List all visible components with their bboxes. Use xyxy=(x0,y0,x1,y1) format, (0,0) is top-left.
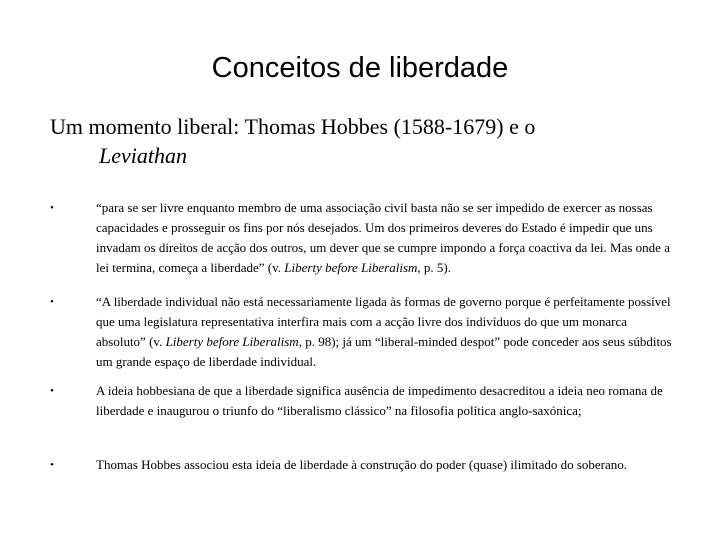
bullet-book-title: Liberty before Liberalism xyxy=(165,334,299,349)
subtitle-line-2 xyxy=(50,141,690,170)
bullet-text-part: , p. 98); já um “liberal-minded despot” pode conceder aos seus súbditos um grande espaço de liberdade individual. xyxy=(96,334,672,369)
bullet-book-title: Liberty before Liberalism xyxy=(284,260,418,275)
slide-subtitle xyxy=(50,112,690,170)
bullet-text-part: “A liberdade individual não está necessariamente ligada às formas de governo porque é perfeitamente possível que uma legislatura representativa interfira mais com a acção livre dos indivíduos do que um monarca absoluto” (v. xyxy=(96,294,671,349)
bullet-icon: • xyxy=(50,202,54,214)
slide-title: Conceitos de liberdade xyxy=(211,52,509,84)
bullet-icon: • xyxy=(50,385,54,397)
bullet-text: A ideia hobbesiana de que a liberdade significa ausência de impedimento desacreditou a ideia neo romana de liberdade e inaugurou o triunfo do “liberalismo clássico” na filosofia política anglo-saxónica; xyxy=(96,383,663,418)
subtitle-line-1: Um momento liberal: Thomas Hobbes (1588-1679) e o xyxy=(50,114,536,139)
bullet-text xyxy=(96,198,680,278)
bullet-text-part: “para se ser livre enquanto membro de uma associação civil basta não se ser impedido de exercer as nossas capacidades e prosseguir os fins por nós desejados. Um dos primeiros deveres do Estado é impedir que uns invadam os direitos de acção dos outros, um dever que se cumpre impondo a força coactiva da lei. Mas onde a lei termina, começa a liberdade” (v. xyxy=(96,200,670,275)
subtitle-book-title: Leviathan xyxy=(99,143,187,168)
bullet-text: Thomas Hobbes associou esta ideia de liberdade à construção do poder (quase) ilimitado do soberano. xyxy=(96,457,628,472)
bullet-text xyxy=(96,292,680,372)
bullet-icon: • xyxy=(50,296,54,308)
bullet-icon: • xyxy=(50,459,54,471)
bullet-text-part: , p. 5). xyxy=(417,260,451,275)
